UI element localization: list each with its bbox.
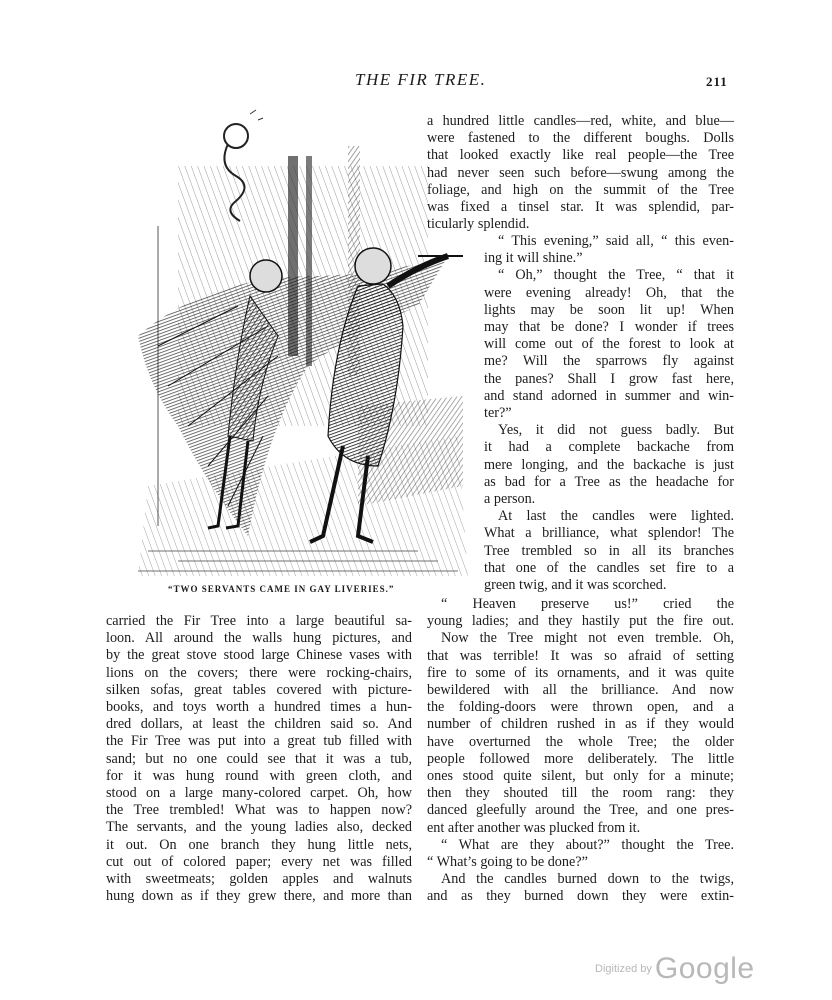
text-line: carried the Fir Tree into a large beautiful sa- xyxy=(106,613,412,629)
right-column-upper-text xyxy=(427,113,734,233)
text-line: as bad for a Tree as the headache for xyxy=(484,473,734,490)
text-line: books, and toys worth a hundred times a hun- xyxy=(106,699,412,716)
text-line: the folding-doors were thrown open, and a xyxy=(427,699,734,716)
text-line: ent after another was plucked from it. xyxy=(427,819,641,836)
text-line: “ This evening,” said all, “ this even- xyxy=(498,233,734,249)
text-line: ones stood quite silent, but only for a minute; xyxy=(427,768,734,785)
text-line: it out. On one branch they hung little nets, xyxy=(106,836,412,853)
text-line: number of children rushed in as if they would xyxy=(427,716,734,733)
text-line: What a brilliance, what splendor! The xyxy=(484,525,734,542)
text-line: it had a complete backache from xyxy=(484,439,734,456)
text-line: will come out of the forest to look at xyxy=(484,336,734,353)
text-line: mere longing, and the backache is just xyxy=(484,456,734,473)
illustration-caption: “TWO SERVANTS CAME IN GAY LIVERIES.” xyxy=(168,584,395,594)
text-line: ter?” xyxy=(484,405,512,422)
text-line: then they shouted till the room rang: they xyxy=(427,785,734,802)
google-logo-text: Google xyxy=(654,952,755,985)
text-line: “ Oh,” thought the Tree, “ that it xyxy=(498,267,734,284)
watermark-prefix: Digitized by xyxy=(595,963,652,975)
text-line: have overturned the whole Tree; the older xyxy=(427,733,734,750)
text-line: lions on the covers; there were rocking-chairs, xyxy=(106,664,412,681)
text-line: a person. xyxy=(484,491,536,508)
text-line: hung down as if they grew there, and more than xyxy=(106,888,412,905)
text-line: the Fir Tree was put into a great tub filled with xyxy=(106,733,412,750)
text-line: fire to some of its ornaments, and it was quite xyxy=(427,664,734,681)
text-line: bewildered with all the brilliance. And now xyxy=(427,682,734,699)
text-line: cut out of colored paper; every net was filled xyxy=(106,853,412,870)
text-line: me? Will the sparrows fly against xyxy=(484,353,734,370)
text-line: Now the Tree might not even tremble. Oh, xyxy=(441,630,734,647)
text-line: for it was hung round with green cloth, and xyxy=(106,767,412,784)
left-column-lower-text xyxy=(106,613,412,905)
text-line: that was terrible! It was so afraid of setting xyxy=(427,647,734,664)
right-column-lower-text xyxy=(427,596,734,906)
text-line: Yes, it did not guess badly. But xyxy=(498,422,734,439)
text-line: with sweetmeats; golden apples and walnuts xyxy=(106,871,412,888)
text-line: and stand adorned in summer and win- xyxy=(484,387,734,404)
text-line: that one of the candles set fire to a xyxy=(484,559,734,576)
text-line: The servants, and the young ladies also, decked xyxy=(106,819,412,836)
page-number: 211 xyxy=(706,74,728,89)
text-line: were fastened to the different boughs. Dolls xyxy=(427,130,734,147)
text-line: green twig, and it was scorched. xyxy=(484,577,667,594)
text-line: ticularly splendid. xyxy=(427,216,530,233)
text-line: danced gleefully around the Tree, and one pres- xyxy=(427,802,734,819)
text-line: the Tree trembled! What was to happen now? xyxy=(106,802,412,819)
text-line: stood on a large many-colored carpet. Oh, how xyxy=(106,785,412,802)
text-line: the panes? Shall I grow fast here, xyxy=(484,370,734,387)
text-line: silken sofas, great tables covered with picture- xyxy=(106,681,412,698)
text-line: may that be done? I wonder if trees xyxy=(484,319,734,336)
text-line: And the candles burned down to the twigs, xyxy=(441,871,734,888)
text-line: was fixed a tinsel star. It was splendid, par- xyxy=(427,199,734,216)
digitized-by-google-watermark xyxy=(595,952,755,986)
text-line: young ladies; and they hastily put the fire out. xyxy=(427,613,734,630)
text-line: and as they burned down they were extin- xyxy=(427,888,734,905)
running-title: THE FIR TREE. xyxy=(355,70,487,89)
engraving-illustration xyxy=(118,106,468,582)
text-line: “ What’s going to be done?” xyxy=(427,854,588,871)
text-line: foliage, and high on the summit of the Tree xyxy=(427,181,734,198)
text-line: that looked exactly like real people—the Tree xyxy=(427,147,734,164)
text-line: had never seen such before—swung among the xyxy=(427,164,734,181)
right-column-middle-text xyxy=(484,233,734,594)
text-line: were evening already! Oh, that the xyxy=(484,284,734,301)
text-line: loon. All around the walls hung pictures, and xyxy=(106,630,412,647)
text-line: lights may be soon lit up! When xyxy=(484,301,734,318)
text-line: “ What are they about?” thought the Tree. xyxy=(441,836,734,853)
text-line: dred dollars, at least the children said so. And xyxy=(106,716,412,733)
text-line: “ Heaven preserve us!” cried the xyxy=(441,596,734,612)
text-line: a hundred little candles—red, white, and blue— xyxy=(427,113,734,129)
text-line: by the great stove stood large Chinese vases with xyxy=(106,647,412,664)
text-line: ing it will shine.” xyxy=(484,250,583,267)
text-line: At last the candles were lighted. xyxy=(498,508,734,525)
text-line: people followed more deliberately. The little xyxy=(427,750,734,767)
illustration-two-servants xyxy=(118,106,468,582)
text-line: Tree trembled so in all its branches xyxy=(484,542,734,559)
text-line: sand; but no one could see that it was a tub, xyxy=(106,750,412,767)
